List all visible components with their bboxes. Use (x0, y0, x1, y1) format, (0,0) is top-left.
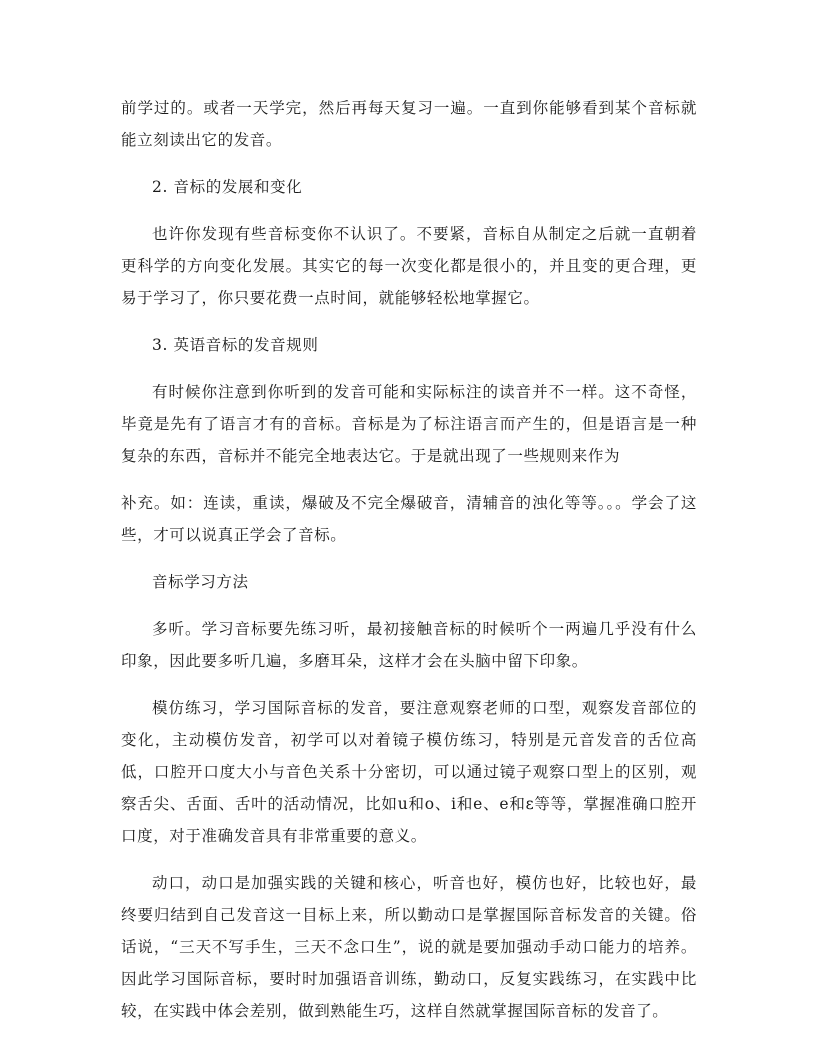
section-heading-rules: 3. 英语音标的发音规则 (152, 336, 319, 354)
section-heading-methods: 音标学习方法 (152, 573, 249, 591)
paragraph-listen: 多听。学习音标要先练习听，最初接触音标的时候听个一两遍几乎没有什么印象，因此要多听几遍，多磨耳朵，这样才会在头脑中留下印象。 (121, 620, 697, 670)
section-heading-development: 2. 音标的发展和变化 (152, 178, 303, 196)
paragraph-rules: 有时候你注意到你听到的发音可能和实际标注的读音并不一样。这不奇怪，毕竟是先有了语言才有的音标。音标是为了标注语言而产生的，但是语言是一种复杂的东西，音标并不能完全地表达它。于是就出现了一些规则来作为 (121, 383, 697, 465)
paragraph-speak: 动口，动口是加强实践的关键和核心，听音也好，模仿也好，比较也好，最终要归结到自己发音这一目标上来，所以勤动口是掌握国际音标发音的关键。俗话说，“三天不写手生，三天不念口生”，说的就是要加强动手动口能力的培养。因此学习国际音标，要时时加强语音训练，勤动口，反复实践练习，在实践中比较，在实践中体会差别，做到熟能生巧，这样自然就掌握国际音标的发音了。 (121, 874, 697, 1020)
document-body (121, 92, 697, 1027)
paragraph-imitate: 模仿练习，学习国际音标的发音，要注意观察老师的口型，观察发音部位的变化，主动模仿发音，初学可以对着镜子模仿练习，特别是元音发音的舌位高低，口腔开口度大小与音色关系十分密切，可以通过镜子观察口型上的区别，观察舌尖、舌面、舌叶的活动情况，比如u和o、i和e、e和ε等等，掌握准确口腔开口度，对于准确发音具有非常重要的意义。 (121, 699, 697, 845)
paragraph-review: 前学过的。或者一天学完，然后再每天复习一遍。一直到你能够看到某个音标就能立刻读出它的发音。 (121, 99, 697, 149)
paragraph-rules-continued: 补充。如：连读，重读，爆破及不完全爆破音，清辅音的浊化等等。。。学会了这些，才可以说真正学会了音标。 (121, 494, 697, 544)
paragraph-development: 也许你发现有些音标变你不认识了。不要紧，音标自从制定之后就一直朝着更科学的方向变化发展。其实它的每一次变化都是很小的，并且变的更合理，更易于学习了，你只要花费一点时间，就能够轻松地掌握它。 (121, 225, 697, 307)
